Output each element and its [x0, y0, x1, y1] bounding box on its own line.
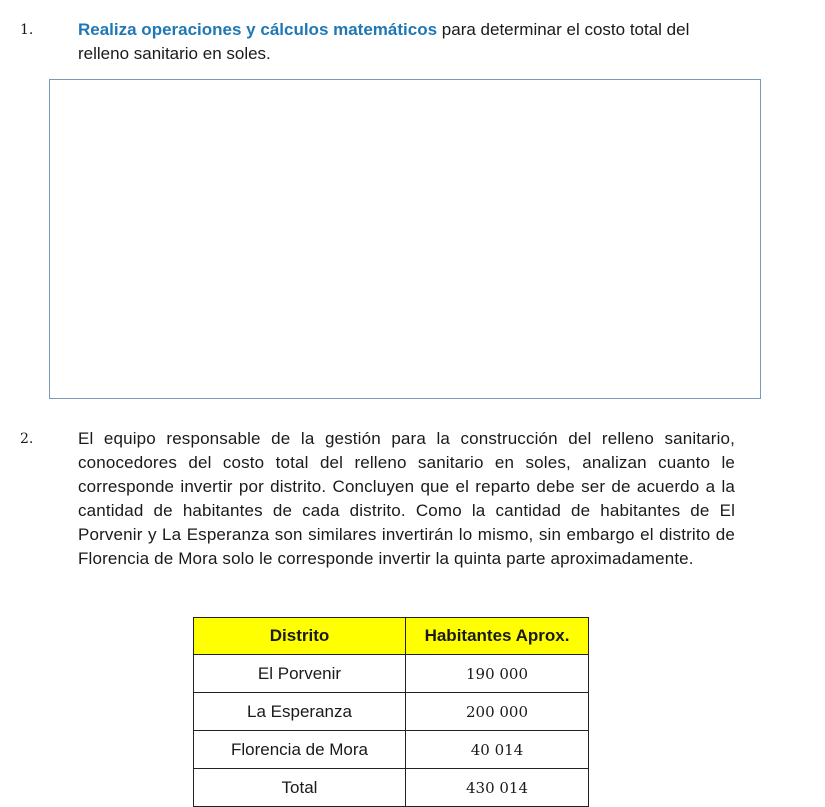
question-1-number: 1. — [20, 22, 34, 38]
question-1-rest: para determinar el costo total del relleno sanitario en soles. — [78, 20, 690, 63]
total-value-cell: 430 014 — [406, 769, 589, 807]
question-1-text — [78, 18, 735, 66]
district-cell: El Porvenir — [194, 655, 406, 693]
population-table — [193, 617, 589, 807]
population-cell: 200 000 — [406, 693, 589, 731]
header-district: Distrito — [194, 618, 406, 655]
question-1-highlight: Realiza operaciones y cálculos matemáticos — [78, 20, 438, 39]
district-cell: Florencia de Mora — [194, 731, 406, 769]
table-row — [194, 693, 589, 731]
table-row — [194, 769, 589, 807]
district-cell: La Esperanza — [194, 693, 406, 731]
header-population: Habitantes Aprox. — [406, 618, 589, 655]
question-1 — [20, 18, 735, 66]
answer-box[interactable] — [49, 79, 761, 399]
population-cell: 40 014 — [406, 731, 589, 769]
table-header-row — [194, 618, 589, 655]
question-2 — [20, 427, 735, 571]
question-2-text: El equipo responsable de la gestión para la construcción del relleno sanitario, conocedores del costo total del relleno sanitario en soles, analizan cuanto le corresponde invertir por distrito. Concluyen que el reparto debe ser de acuerdo a la cantidad de habitantes de cada distrito. Como la cantidad de habitantes de El Porvenir y La Esperanza son similares invertirán lo mismo, sin embargo el distrito de Florencia de Mora solo le corresponde invertir la quinta parte aproximadamente. — [78, 429, 735, 568]
question-2-number: 2. — [20, 431, 34, 447]
table-row — [194, 731, 589, 769]
population-cell: 190 000 — [406, 655, 589, 693]
total-label-cell: Total — [194, 769, 406, 807]
table-row — [194, 655, 589, 693]
